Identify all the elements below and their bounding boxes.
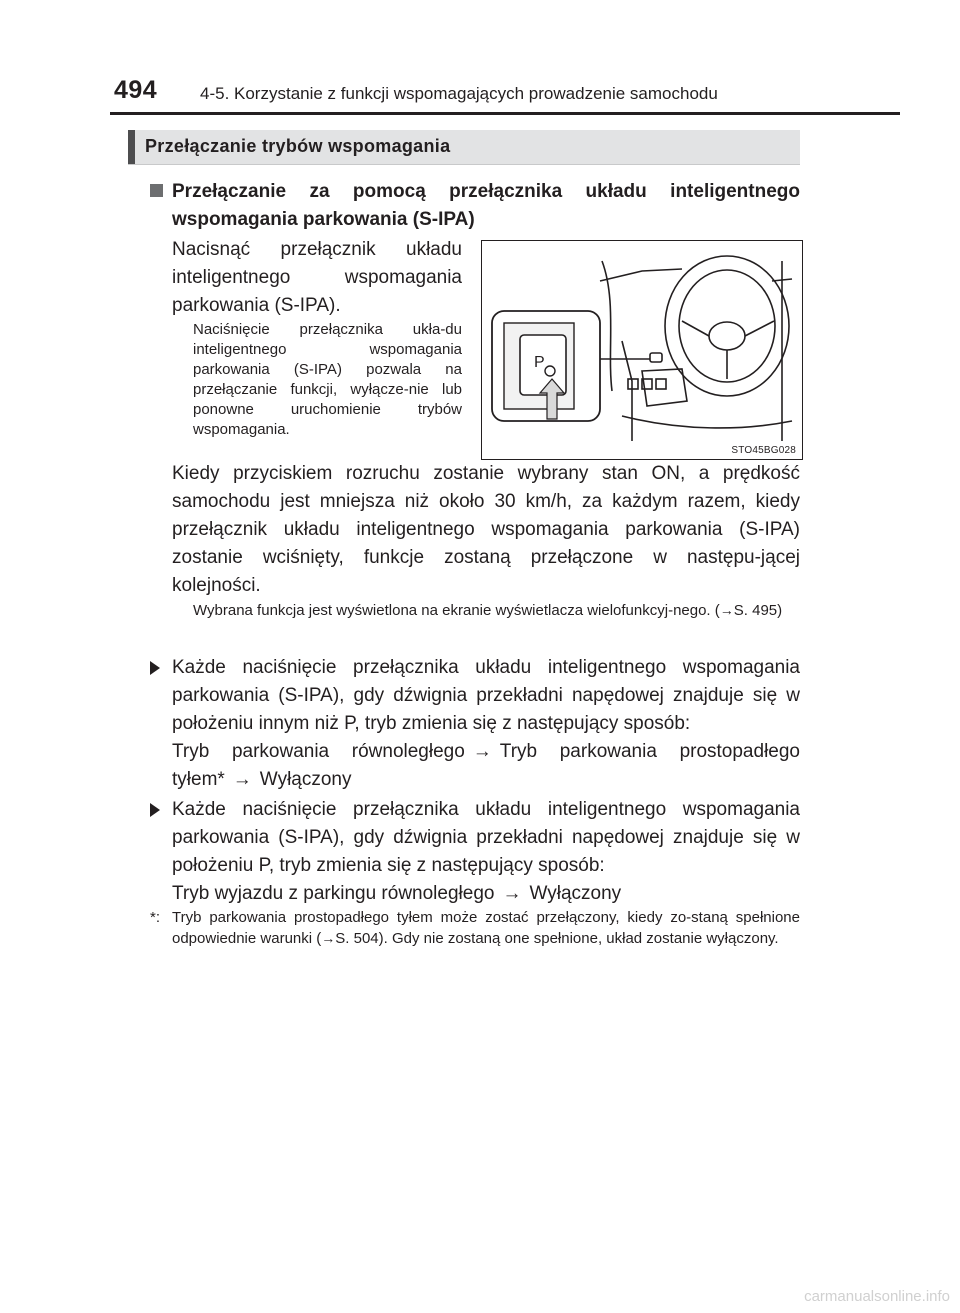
arrow-icon: → (232, 769, 252, 790)
watermark: carmanualsonline.info (804, 1288, 950, 1305)
sequence-step: Tryb parkowania równoległego (172, 741, 465, 762)
footnote (150, 908, 800, 949)
intro-note: Naciśnięcie przełącznika ukła-du inteligentnego wspomagania parkowania (S-IPA) pozwala na przełączanie funkcji, wyłącze-nie lub ponowne uruchomienie trybów wspomagania. (193, 321, 462, 438)
sequence-step: Tryb wyjazdu z parkingu równoległego (172, 883, 495, 904)
triangle-bullet-icon (150, 661, 160, 675)
footnote-text (172, 908, 800, 949)
sequence-step: Tryb parkowania prostopadłego tyłem* (172, 741, 800, 790)
section-heading (128, 130, 800, 165)
triangle-bullet-icon (150, 803, 160, 817)
main-paragraph: Kiedy przyciskiem rozruchu zostanie wybrany stan ON, a prędkość samochodu jest mniejsza niż około 30 km/h, za każdym razem, kiedy przełącznik układu inteligentnego wspomagania parkowania (S-IPA) zostanie wciśnięty, funkcje zostaną przełączone w następu-jącej kolejności. (172, 463, 800, 596)
header-rule (110, 112, 900, 115)
note-reference: S. 495) (733, 602, 783, 619)
bullet-text: Każde naciśnięcie przełącznika układu inteligentnego wspomagania parkowania (S-IPA), gdy dźwignia przekładni napędowej znajduje się w położeniu innym niż P, tryb zmienia się z następujący sposób: (172, 657, 800, 734)
intro-text: Nacisnąć przełącznik układu inteligentnego wspomagania parkowania (S-IPA). (172, 239, 462, 316)
paragraph-note (193, 600, 800, 621)
arrow-icon: → (321, 930, 336, 946)
subsection-title: Przełączanie za pomocą przełącznika układu inteligentnego wspomagania parkowania (S-IPA) (172, 181, 800, 230)
arrow-icon: → (502, 883, 522, 904)
dashboard-drawing (482, 241, 802, 459)
sequence-step: Wyłączony (259, 769, 352, 790)
arrow-icon: → (719, 602, 734, 618)
mode-sequence-1 (172, 738, 800, 794)
note-text: Wybrana funkcja jest wyświetlona na ekranie wyświetlacza wielofunkcyj-nego. ( (193, 602, 720, 619)
bullet-item-2 (150, 796, 800, 880)
footnote-text-end: S. 504). Gdy nie zostaną one spełnione, układ zostanie wyłączony. (335, 930, 779, 947)
dashboard-illustration (481, 240, 803, 460)
sequence-step: Wyłączony (529, 883, 622, 904)
chapter-title: 4-5. Korzystanie z funkcji wspomagających prowadzenie samochodu (200, 84, 718, 103)
footnote-mark: *: (150, 909, 161, 926)
bullet-item-1 (150, 654, 800, 738)
footnote-text-start: Tryb parkowania prostopadłego tyłem może zostać przełączony, kiedy zo-staną spełnione odpowiednie warunki ( (172, 909, 800, 947)
page-header (0, 0, 960, 118)
mode-sequence-2 (172, 880, 800, 908)
page-number: 494 (114, 76, 158, 104)
square-bullet-icon (150, 184, 163, 197)
section-title: Przełączanie trybów wspomagania (145, 136, 451, 156)
section-accent (128, 130, 135, 164)
arrow-icon: → (472, 741, 492, 762)
figure-code: STO45BG028 (731, 445, 796, 456)
switch-p-label: P (534, 354, 545, 371)
bullet-text: Każde naciśnięcie przełącznika układu inteligentnego wspomagania parkowania (S-IPA), gdy dźwignia przekładni napędowej znajduje się w położeniu P, tryb zmienia się z następujący sposób: (172, 799, 800, 876)
subsection-heading (150, 178, 800, 234)
